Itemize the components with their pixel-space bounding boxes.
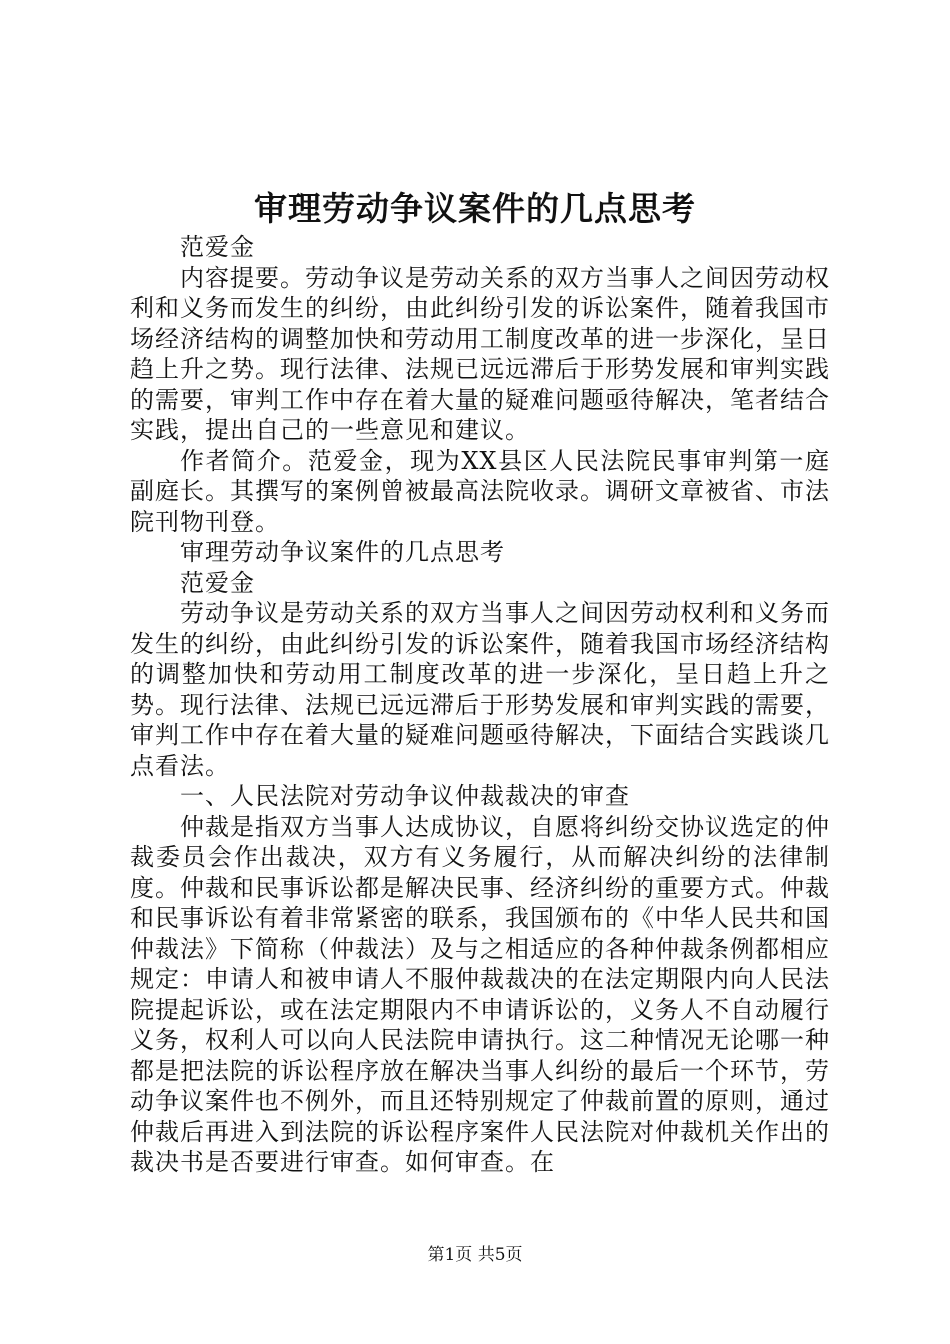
author-bio-paragraph: 作者简介。范爱金，现为XX县区人民法院民事审判第一庭副庭长。其撰写的案例曾被最高法院收录。调研文章被省、市法院刊物刊登。 [130,446,830,536]
section-paragraph: 仲裁是指双方当事人达成协议，自愿将纠纷交协议选定的仲裁委员会作出裁决，双方有义务履行，从而解决纠纷的法律制度。仲裁和民事诉讼都是解决民事、经济纠纷的重要方式。仲裁和民事诉讼有着非常紧密的联系，我国颁布的《中华人民共和国仲裁法》下简称（仲裁法）及与之相适应的各种仲裁条例都相应规定：申请人和被申请人不服仲裁裁决的在法定期限内向人民法院提起诉讼，或在法定期限内不申请诉讼的，义务人不自动履行义务，权利人可以向人民法院申请执行。这二种情况无论哪一种都是把法院的诉讼程序放在解决当事人纠纷的最后一个环节，劳动争议案件也不例外，而且还特别规定了仲裁前置的原则，通过仲裁后再进入到法院的诉讼程序案件人民法院对仲裁机关作出的裁决书是否要进行审查。如何审查。在 [130,812,830,1176]
page-footer: 第1页 共5页 [427,1245,523,1265]
document-title: 审理劳动争议案件的几点思考 [254,189,696,228]
intro-paragraph: 劳动争议是劳动关系的双方当事人之间因劳动权利和义务而发生的纠纷，由此纠纷引发的诉讼案件，随着我国市场经济结构的调整加快和劳动用工制度改革的进一步深化，呈日趋上升之势。现行法律、法规已远远滞后于形势发展和审判实践的需要，审判工作中存在着大量的疑难问题亟待解决，下面结合实践谈几点看法。 [130,599,830,780]
abstract-paragraph: 内容提要。劳动争议是劳动关系的双方当事人之间因劳动权利和义务而发生的纠纷，由此纠纷引发的诉讼案件，随着我国市场经济结构的调整加快和劳动用工制度改革的进一步深化，呈日趋上升之势。现行法律、法规已远远滞后于形势发展和审判实践的需要，审判工作中存在着大量的疑难问题亟待解决，笔者结合实践，提出自己的一些意见和建议。 [130,263,830,444]
article-author: 范爱金 [180,568,255,597]
article-heading: 审理劳动争议案件的几点思考 [180,538,505,566]
document-body [130,232,830,1178]
section-heading: 一、人民法院对劳动争议仲裁裁决的审查 [180,782,630,810]
author-name: 范爱金 [180,233,255,261]
